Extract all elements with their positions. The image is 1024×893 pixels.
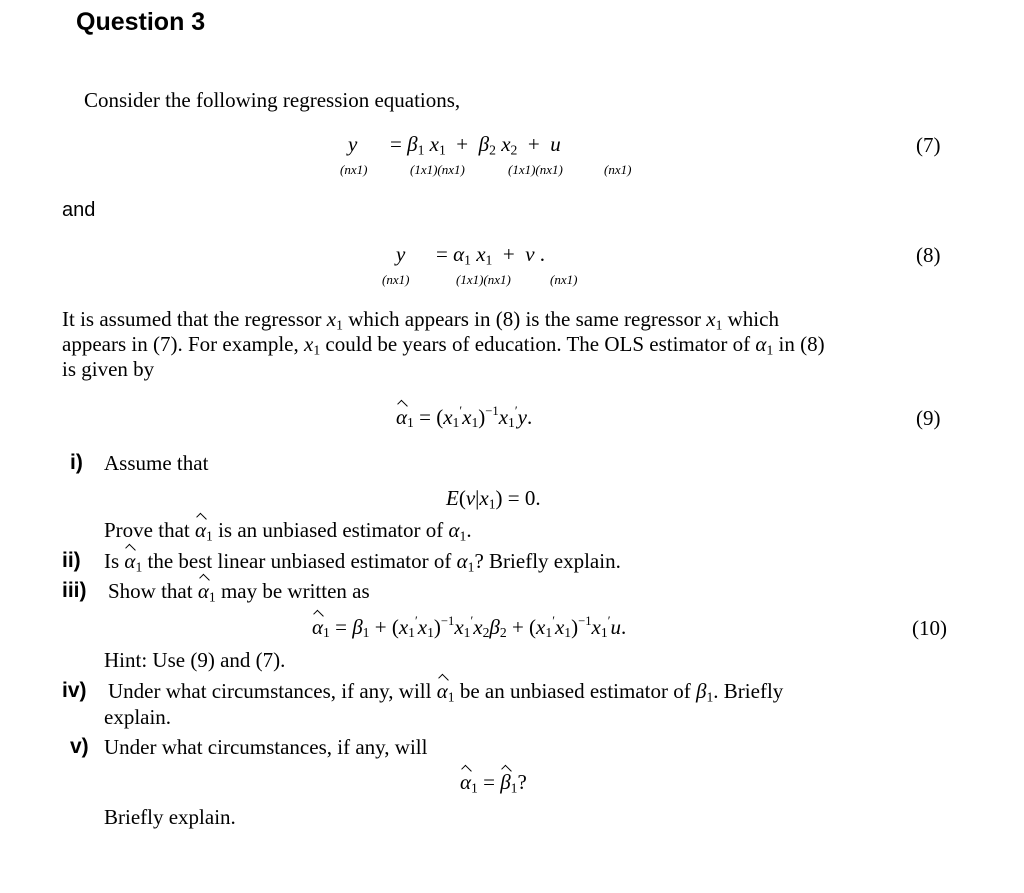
eq8-dim-y: (nx1) (382, 272, 410, 287)
equation-9-number: (9) (916, 406, 941, 430)
paragraph-line-2: appears in (7). For example, $x_1$ could be years of education. The OLS estimator of $\alpha_1$ in (8) (62, 332, 825, 358)
page: Question 3 Consider the following regression equations, y = $\beta_1$ $x_1 + \beta_2$ $x_2 + u$ (nx1) (1x1)(nx1) (1x1)(nx1) (nx1) (7) and y = $\alpha_1$ $x_1 + v$ . (nx1) (1x1)(nx1) (nx1) (8) It is assumed that the regressor $x_1$ which appears in (8) is the same regressor $x_1$ which appears in (7). For example, $x_1$ could be years of education. The OLS estimator of $\alpha_1$ in (8) is given by $\alpha_1 = (x_1'x_1)^{-1}x_1'y$. (9) i) Assume that $E(v|x_1) = 0$. Prove that $\alpha_1$ is an unbiased estimator of $\alpha_1$. ii) Is $\alpha_1$ the best linear unbiased estimator of $\alpha_1$? Briefly explain. iii) Show that $\alpha_1$ may be written as $\alpha_1 = \beta_1 + (x_1'x_1)^{-1}x_1'x_2\beta_2 + (x_1'x_1)^{-1}x_1'u$. (10) Hint: Use (9) and (7). iv) Under what circumstances, if any, will $\alpha_1$ be an unbiased estimator of $\beta_1$. Briefly explain. v) Under what circumstances, if any, will $\alpha_1 = \beta_1$? Briefly explain. (62, 8, 947, 829)
eq7-dim-beta2x2: (1x1)(nx1) (508, 162, 563, 177)
paragraph-line-3: is given by (62, 357, 155, 381)
item-v-text: Under what circumstances, if any, will (104, 735, 428, 759)
equation-10-number: (10) (912, 616, 947, 640)
item-i-text: Assume that (104, 451, 209, 475)
question-title: Question 3 (76, 8, 206, 36)
item-iii-text-b: may be written as (220, 579, 370, 603)
item-iii-hint: Hint: Use (9) and (7). (104, 648, 286, 672)
final-equation: $\alpha_1 = \beta_1$? (460, 770, 527, 796)
eq7-dim-beta1x1: (1x1)(nx1) (410, 162, 465, 177)
item-i-prove-b: is an unbiased estimator of (218, 518, 444, 542)
item-iv-line2: explain. (104, 705, 172, 729)
para-line1-b: which appears in (8) is the same regressor (348, 307, 701, 331)
and-text: and (62, 199, 96, 221)
item-iv-label: iv) (62, 679, 87, 702)
item-i-prove: Prove that $\alpha_1$ is an unbiased estimator of $\alpha_1$. (104, 518, 472, 544)
para-line2-c: in (8) (778, 332, 825, 356)
equation-10: $\alpha_1 = \beta_1 + (x_1'x_1)^{-1}x_1'x_2\beta_2 + (x_1'x_1)^{-1}x_1'u$. (312, 614, 627, 641)
intro-text: Consider the following regression equations, (84, 88, 461, 112)
item-iv-text: Under what circumstances, if any, will $\alpha_1$ be an unbiased estimator of $\beta_1$. Briefly (108, 679, 784, 705)
equation-9: $\alpha_1 = (x_1'x_1)^{-1}x_1'y$. (396, 404, 533, 431)
item-iv-text-a: Under what circumstances, if any, will (108, 679, 432, 703)
eq8-dim-v: (nx1) (550, 272, 578, 287)
equation-7-number: (7) (916, 133, 941, 157)
eq7-dim-y: (nx1) (340, 162, 368, 177)
paragraph-line-1: It is assumed that the regressor $x_1$ which appears in (8) is the same regressor $x_1$ which (62, 307, 779, 333)
item-ii-label: ii) (62, 549, 81, 572)
item-iv-text-c: . Briefly (713, 679, 784, 703)
item-v-final: Briefly explain. (104, 805, 236, 829)
para-line1-c: which (727, 307, 779, 331)
equation-8-number: (8) (916, 243, 941, 267)
eq7-dim-u: (nx1) (604, 162, 632, 177)
para-line1-a: It is assumed that the regressor (62, 307, 322, 331)
para-line2-a: appears in (7). For example, (62, 332, 299, 356)
item-ii-text-b: the best linear unbiased estimator of (147, 549, 452, 573)
item-ii-text-a: Is (104, 549, 120, 573)
item-ii-text-c: ? Briefly explain. (474, 549, 621, 573)
eq8-dim-alpha1x1: (1x1)(nx1) (456, 272, 511, 287)
item-i-label: i) (70, 451, 83, 474)
item-iii-label: iii) (62, 579, 87, 602)
para-line2-b: could be years of education. The OLS estimator of (325, 332, 751, 356)
expectation-equation: $E(v|x_1) = 0$. (446, 486, 541, 512)
item-iv-text-b: be an unbiased estimator of (459, 679, 691, 703)
item-i-prove-a: Prove that (104, 518, 190, 542)
item-iii-text: Show that $\alpha_1$ may be written as (108, 579, 370, 605)
item-iii-text-a: Show that (108, 579, 193, 603)
item-v-label: v) (70, 735, 89, 758)
item-ii-text: Is $\alpha_1$ the best linear unbiased estimator of $\alpha_1$? Briefly explain. (104, 549, 621, 575)
